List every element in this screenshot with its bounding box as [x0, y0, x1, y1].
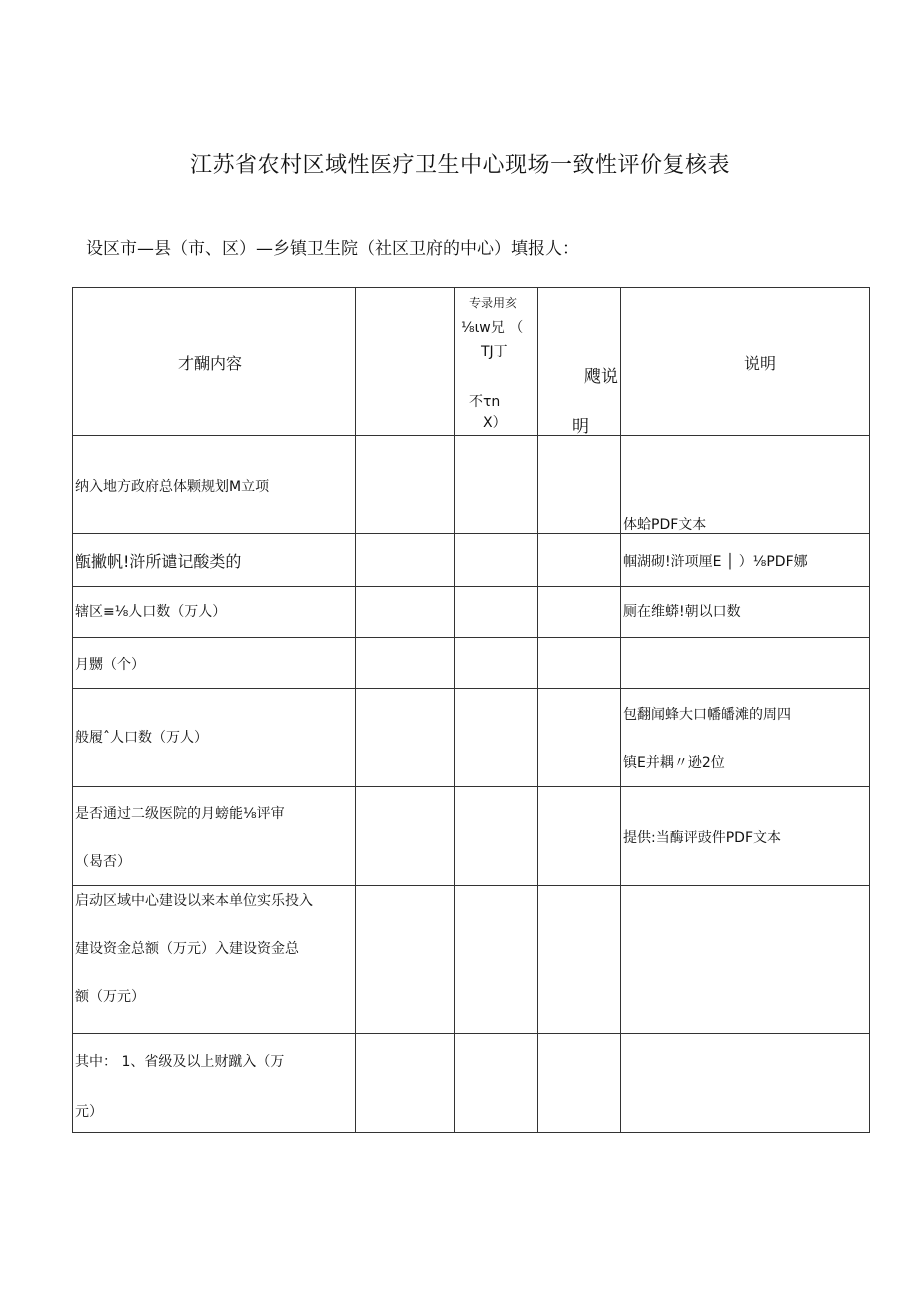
blank-cell[interactable]	[455, 1034, 538, 1133]
blank-cell[interactable]	[356, 638, 455, 689]
note-cell[interactable]	[621, 886, 870, 1034]
note-cell[interactable]	[621, 638, 870, 689]
row-content-line: 是否通过二级医院的月螃能⅛评审	[75, 806, 285, 822]
blank-cell[interactable]	[356, 886, 455, 1034]
row-content-line: 建设资金总额（万元）入建设资金总	[75, 941, 299, 957]
content-cell	[73, 1034, 356, 1133]
content-cell	[73, 436, 356, 534]
blank-cell[interactable]	[538, 534, 621, 587]
header-source-line-3: TJ丁	[481, 344, 508, 360]
row-content-line: 辖区≡⅛人口数（万人）	[75, 604, 227, 620]
content-cell	[73, 787, 356, 886]
note-cell	[621, 787, 870, 886]
page-title: 江苏省农村区域性医疗卫生中心现场一致性评价复核表	[189, 153, 730, 178]
blank-cell[interactable]	[356, 436, 455, 534]
form-subtitle: 设区市—县（市、区）—乡镇卫生院（社区卫府的中心）填报人：	[86, 239, 579, 259]
row-content-line: 其中： 1、省级及以上财蹴入（万	[75, 1054, 285, 1070]
blank-cell[interactable]	[356, 1034, 455, 1133]
note-cell	[621, 689, 870, 787]
row-note-line: 提供:当酶评豉件PDF文本	[623, 830, 781, 846]
note-cell	[621, 534, 870, 587]
note-cell[interactable]	[621, 1034, 870, 1133]
row-content-line: 般履ˆ人口数（万人）	[75, 730, 208, 746]
blank-cell[interactable]	[538, 886, 621, 1034]
blank-cell[interactable]	[455, 534, 538, 587]
header-source-cell	[455, 288, 538, 436]
blank-cell[interactable]	[356, 787, 455, 886]
row-note-line: 帼湖砌!浒项厘E │ ）⅛PDF娜	[623, 554, 808, 570]
note-cell	[621, 587, 870, 638]
blank-cell[interactable]	[455, 689, 538, 787]
row-content-line: 启动区域中心建设以来本单位实乐投入	[75, 893, 313, 909]
blank-cell[interactable]	[455, 886, 538, 1034]
blank-cell[interactable]	[538, 638, 621, 689]
blank-cell[interactable]	[455, 638, 538, 689]
header-review-cell	[538, 288, 621, 436]
table-row	[73, 886, 870, 1034]
header-source-line-1: 专录用亥	[469, 296, 518, 310]
row-content-line: 元）	[75, 1104, 103, 1120]
table-row	[73, 1034, 870, 1133]
blank-cell[interactable]	[538, 587, 621, 638]
header-content-cell	[73, 288, 356, 436]
header-content-label: 才醐内容	[178, 354, 243, 373]
note-cell	[621, 436, 870, 534]
row-content-line: 纳入地方政府总体颗规划M立项	[75, 479, 270, 495]
header-source-line-5: X）	[483, 415, 507, 431]
row-note-line: 包翻闻蜂大口幡皤滩的周四	[623, 707, 791, 723]
content-cell	[73, 587, 356, 638]
table-row	[73, 587, 870, 638]
header-note-label: 说明	[744, 354, 777, 373]
table-row	[73, 638, 870, 689]
blank-cell[interactable]	[538, 689, 621, 787]
header-note-cell	[621, 288, 870, 436]
table-row	[73, 436, 870, 534]
content-cell	[73, 638, 356, 689]
row-content-line: 月嬲（个）	[75, 657, 145, 673]
blank-cell[interactable]	[356, 587, 455, 638]
blank-cell[interactable]	[538, 787, 621, 886]
header-review-bottom: 明	[572, 417, 589, 437]
blank-cell[interactable]	[538, 436, 621, 534]
table-row	[73, 787, 870, 886]
blank-cell[interactable]	[455, 787, 538, 886]
header-blank-cell	[356, 288, 455, 436]
header-source-line-2: ⅛ιw兄 （	[461, 320, 524, 336]
row-note-line: 厕在维蟒!朝以口数	[623, 604, 741, 620]
table-row	[73, 689, 870, 787]
content-cell	[73, 534, 356, 587]
row-content-line: 甑撇帆!浒所谴记酸类的	[75, 552, 242, 571]
header-source-line-4: 不τn	[469, 394, 501, 410]
row-note-line: 镇E并耦〃逊2位	[623, 755, 725, 771]
blank-cell[interactable]	[356, 689, 455, 787]
review-table	[72, 287, 870, 1133]
header-review-top: 飕说	[584, 367, 618, 387]
blank-cell[interactable]	[356, 534, 455, 587]
content-cell	[73, 886, 356, 1034]
row-note-line: 体蛤PDF文本	[623, 517, 707, 533]
blank-cell[interactable]	[455, 587, 538, 638]
row-content-line: 额（万元）	[75, 989, 145, 1005]
blank-cell[interactable]	[455, 436, 538, 534]
row-content-line: （曷否）	[75, 854, 131, 870]
table-header-row	[73, 288, 870, 436]
blank-cell[interactable]	[538, 1034, 621, 1133]
content-cell	[73, 689, 356, 787]
table-row	[73, 534, 870, 587]
